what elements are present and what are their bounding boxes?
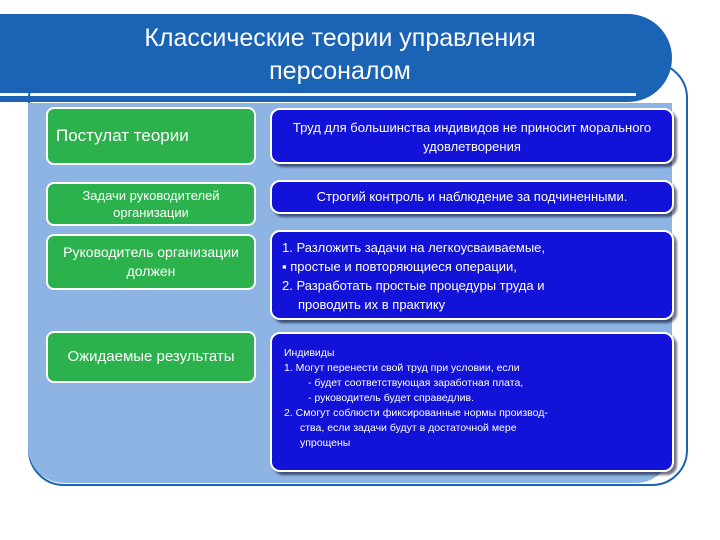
slide-title: Классические теории управления персоналом [144,24,536,85]
results-line: - руководитель будет справедлив. [308,392,475,404]
label-expected-results-text: Ожидаемые результаты [67,348,235,365]
manager-content [270,230,674,320]
results-line: 1. Могут перенести свой труд при условии, если [284,362,520,374]
label-expected-results [46,331,256,383]
results-content [270,332,674,472]
label-manager-must-text: Руководитель организации должен [63,244,239,279]
label-tasks-text: Задачи руководителей организации [82,188,220,220]
results-line: Индивиды [284,347,335,359]
manager-line: 1. Разложить задачи на легкоусваиваемые, [282,240,546,255]
label-tasks [46,182,256,226]
results-line: 2. Смогут соблюсти фиксированные нормы производ- [284,407,548,419]
label-postulate-text: Постулат теории [56,126,189,145]
manager-line: проводить их в практику [298,297,446,312]
postulate-content-text: Труд для большинства индивидов не приносит морального удовлетворения [292,120,652,154]
manager-line: ▪ простые и повторяющиеся операции, [282,259,517,274]
label-manager-must [46,234,256,290]
tasks-content-text: Строгий контроль и наблюдение за подчиненными. [316,189,628,204]
tasks-content [270,180,674,214]
results-line: - будет соответствующая заработная плата, [308,377,524,389]
manager-line: 2. Разработать простые процедуры труда и [282,278,545,293]
results-line: ства, если задачи будут в достаточной мере [300,422,517,434]
postulate-content [270,108,674,164]
results-line: упрощены [300,437,351,449]
label-postulate [46,107,256,165]
